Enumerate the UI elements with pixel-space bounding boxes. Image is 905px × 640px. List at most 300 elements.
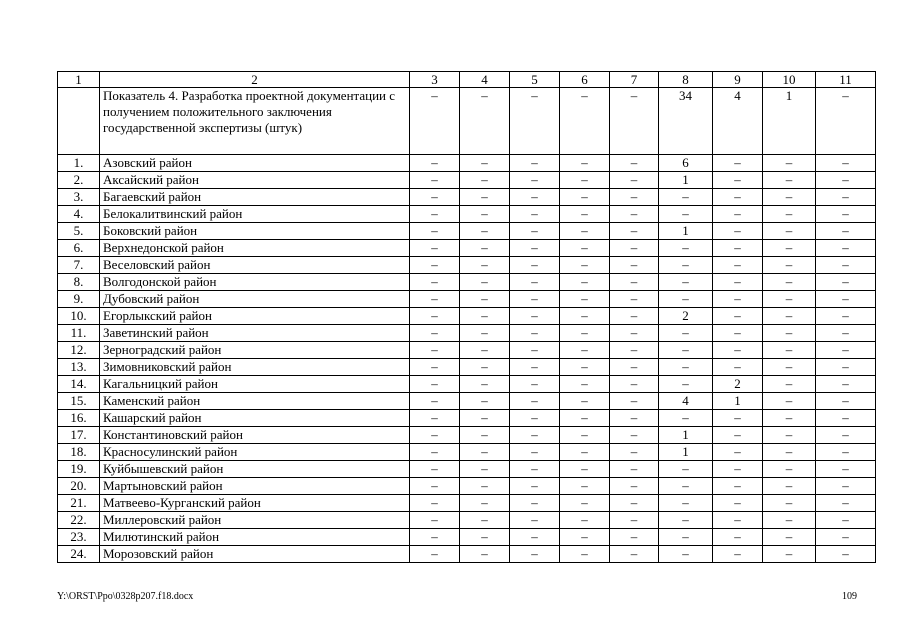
- value-cell: –: [460, 274, 510, 291]
- value-cell: –: [460, 342, 510, 359]
- value-cell: 1: [659, 172, 713, 189]
- value-cell: –: [410, 359, 460, 376]
- value-cell: –: [510, 461, 560, 478]
- value-cell: –: [510, 495, 560, 512]
- table-row: [58, 427, 876, 444]
- value-cell: –: [410, 308, 460, 325]
- value-cell: –: [659, 529, 713, 546]
- column-header: 2: [100, 72, 410, 88]
- value-cell: –: [610, 410, 659, 427]
- value-cell: 1: [763, 88, 816, 155]
- value-cell: –: [816, 546, 876, 563]
- row-number: 13.: [58, 359, 100, 376]
- district-name: Морозовский район: [100, 546, 410, 563]
- column-header: 7: [610, 72, 659, 88]
- value-cell: –: [713, 342, 763, 359]
- table-row: [58, 410, 876, 427]
- value-cell: –: [560, 342, 610, 359]
- value-cell: –: [460, 189, 510, 206]
- value-cell: –: [510, 478, 560, 495]
- value-cell: –: [763, 223, 816, 240]
- column-header: 8: [659, 72, 713, 88]
- value-cell: –: [713, 274, 763, 291]
- value-cell: –: [659, 461, 713, 478]
- value-cell: –: [763, 291, 816, 308]
- value-cell: –: [410, 189, 460, 206]
- value-cell: –: [816, 240, 876, 257]
- table-row: [58, 461, 876, 478]
- value-cell: –: [410, 427, 460, 444]
- value-cell: –: [816, 512, 876, 529]
- value-cell: –: [510, 172, 560, 189]
- header-row: [58, 72, 876, 88]
- value-cell: –: [510, 427, 560, 444]
- value-cell: –: [610, 444, 659, 461]
- value-cell: –: [610, 461, 659, 478]
- value-cell: –: [713, 478, 763, 495]
- value-cell: –: [410, 410, 460, 427]
- value-cell: –: [560, 427, 610, 444]
- value-cell: –: [816, 410, 876, 427]
- value-cell: –: [610, 172, 659, 189]
- row-number: 24.: [58, 546, 100, 563]
- value-cell: –: [510, 257, 560, 274]
- column-header: 9: [713, 72, 763, 88]
- value-cell: –: [816, 172, 876, 189]
- table-row: [58, 393, 876, 410]
- value-cell: –: [460, 427, 510, 444]
- value-cell: –: [510, 206, 560, 223]
- value-cell: –: [713, 240, 763, 257]
- table-row: [58, 240, 876, 257]
- value-cell: –: [460, 478, 510, 495]
- value-cell: –: [410, 512, 460, 529]
- value-cell: –: [763, 410, 816, 427]
- value-cell: –: [560, 155, 610, 172]
- value-cell: –: [713, 257, 763, 274]
- district-name: Багаевский район: [100, 189, 410, 206]
- row-number: 5.: [58, 223, 100, 240]
- value-cell: –: [460, 206, 510, 223]
- value-cell: –: [713, 325, 763, 342]
- value-cell: –: [560, 223, 610, 240]
- value-cell: –: [560, 546, 610, 563]
- value-cell: –: [713, 495, 763, 512]
- value-cell: –: [510, 342, 560, 359]
- indicator-label: Показатель 4. Разработка проектной документации с получением положительного заключения государственной экспертизы (штук): [100, 88, 410, 155]
- value-cell: –: [610, 478, 659, 495]
- value-cell: –: [713, 155, 763, 172]
- district-name: Заветинский район: [100, 325, 410, 342]
- indicator-table: [57, 71, 876, 563]
- value-cell: –: [763, 427, 816, 444]
- row-number: 18.: [58, 444, 100, 461]
- value-cell: –: [560, 444, 610, 461]
- value-cell: 1: [713, 393, 763, 410]
- column-header: 4: [460, 72, 510, 88]
- district-name: Верхнедонской район: [100, 240, 410, 257]
- value-cell: –: [816, 376, 876, 393]
- district-name: Каменский район: [100, 393, 410, 410]
- value-cell: –: [610, 512, 659, 529]
- value-cell: –: [763, 359, 816, 376]
- value-cell: –: [560, 512, 610, 529]
- value-cell: –: [816, 325, 876, 342]
- value-cell: –: [610, 206, 659, 223]
- table-row: [58, 274, 876, 291]
- value-cell: –: [460, 495, 510, 512]
- value-cell: –: [610, 257, 659, 274]
- value-cell: –: [713, 359, 763, 376]
- footer-file-path: Y:\ORST\Ppo\0328p207.f18.docx: [57, 591, 194, 602]
- value-cell: –: [410, 274, 460, 291]
- value-cell: –: [560, 308, 610, 325]
- value-cell: –: [763, 257, 816, 274]
- value-cell: –: [816, 206, 876, 223]
- value-cell: –: [763, 461, 816, 478]
- value-cell: –: [713, 512, 763, 529]
- value-cell: –: [560, 478, 610, 495]
- value-cell: –: [610, 189, 659, 206]
- value-cell: –: [713, 427, 763, 444]
- district-name: Зерноградский район: [100, 342, 410, 359]
- value-cell: 1: [659, 427, 713, 444]
- value-cell: –: [713, 308, 763, 325]
- value-cell: –: [410, 495, 460, 512]
- table-row: [58, 478, 876, 495]
- value-cell: –: [610, 529, 659, 546]
- value-cell: –: [510, 410, 560, 427]
- table-row: [58, 495, 876, 512]
- value-cell: –: [410, 461, 460, 478]
- value-cell: –: [410, 155, 460, 172]
- value-cell: –: [510, 529, 560, 546]
- value-cell: –: [460, 88, 510, 155]
- value-cell: –: [816, 342, 876, 359]
- value-cell: –: [410, 325, 460, 342]
- value-cell: –: [713, 206, 763, 223]
- table-row: [58, 359, 876, 376]
- value-cell: –: [560, 359, 610, 376]
- row-number: 12.: [58, 342, 100, 359]
- value-cell: –: [763, 495, 816, 512]
- value-cell: –: [610, 88, 659, 155]
- table-row: [58, 308, 876, 325]
- value-cell: –: [560, 291, 610, 308]
- district-name: Матвеево-Курганский район: [100, 495, 410, 512]
- row-number: 23.: [58, 529, 100, 546]
- value-cell: –: [816, 274, 876, 291]
- value-cell: –: [510, 393, 560, 410]
- value-cell: –: [510, 88, 560, 155]
- table-row: [58, 257, 876, 274]
- value-cell: –: [460, 291, 510, 308]
- value-cell: –: [610, 427, 659, 444]
- value-cell: –: [816, 291, 876, 308]
- row-number: 8.: [58, 274, 100, 291]
- value-cell: –: [460, 529, 510, 546]
- value-cell: –: [510, 223, 560, 240]
- value-cell: –: [410, 444, 460, 461]
- value-cell: –: [460, 410, 510, 427]
- value-cell: –: [763, 155, 816, 172]
- value-cell: –: [460, 308, 510, 325]
- value-cell: –: [816, 88, 876, 155]
- value-cell: –: [560, 206, 610, 223]
- table-row: [58, 155, 876, 172]
- value-cell: –: [763, 393, 816, 410]
- value-cell: 1: [659, 223, 713, 240]
- column-header: 3: [410, 72, 460, 88]
- table-row: [58, 444, 876, 461]
- value-cell: –: [659, 325, 713, 342]
- value-cell: –: [510, 189, 560, 206]
- row-number: 3.: [58, 189, 100, 206]
- value-cell: –: [460, 512, 510, 529]
- value-cell: –: [460, 223, 510, 240]
- value-cell: –: [560, 189, 610, 206]
- value-cell: –: [460, 546, 510, 563]
- value-cell: –: [610, 223, 659, 240]
- value-cell: –: [816, 257, 876, 274]
- value-cell: –: [560, 257, 610, 274]
- value-cell: –: [713, 172, 763, 189]
- value-cell: –: [610, 308, 659, 325]
- value-cell: –: [816, 478, 876, 495]
- value-cell: –: [560, 376, 610, 393]
- value-cell: –: [659, 512, 713, 529]
- value-cell: –: [510, 274, 560, 291]
- table-row: [58, 291, 876, 308]
- table-row: [58, 376, 876, 393]
- value-cell: –: [659, 274, 713, 291]
- value-cell: –: [763, 240, 816, 257]
- value-cell: –: [816, 155, 876, 172]
- district-name: Милютинский район: [100, 529, 410, 546]
- value-cell: –: [460, 257, 510, 274]
- row-number: 2.: [58, 172, 100, 189]
- district-name: Веселовский район: [100, 257, 410, 274]
- value-cell: –: [659, 495, 713, 512]
- value-cell: –: [410, 342, 460, 359]
- value-cell: 34: [659, 88, 713, 155]
- value-cell: –: [713, 410, 763, 427]
- value-cell: 6: [659, 155, 713, 172]
- value-cell: –: [460, 325, 510, 342]
- table-row: [58, 325, 876, 342]
- row-number: 19.: [58, 461, 100, 478]
- column-header: 11: [816, 72, 876, 88]
- value-cell: –: [560, 172, 610, 189]
- value-cell: –: [816, 427, 876, 444]
- value-cell: –: [659, 206, 713, 223]
- table-row: [58, 512, 876, 529]
- row-number: 14.: [58, 376, 100, 393]
- value-cell: –: [610, 495, 659, 512]
- value-cell: –: [763, 376, 816, 393]
- value-cell: –: [460, 393, 510, 410]
- value-cell: –: [763, 546, 816, 563]
- district-name: Миллеровский район: [100, 512, 410, 529]
- value-cell: 2: [659, 308, 713, 325]
- value-cell: –: [510, 291, 560, 308]
- value-cell: –: [410, 478, 460, 495]
- value-cell: –: [713, 461, 763, 478]
- value-cell: –: [410, 240, 460, 257]
- value-cell: –: [816, 529, 876, 546]
- value-cell: –: [659, 240, 713, 257]
- value-cell: –: [659, 359, 713, 376]
- table-row: [58, 206, 876, 223]
- value-cell: –: [560, 325, 610, 342]
- value-cell: –: [816, 189, 876, 206]
- row-number: [58, 88, 100, 155]
- district-name: Мартыновский район: [100, 478, 410, 495]
- column-header: 1: [58, 72, 100, 88]
- value-cell: –: [610, 325, 659, 342]
- value-cell: –: [510, 546, 560, 563]
- value-cell: –: [560, 410, 610, 427]
- value-cell: –: [510, 325, 560, 342]
- value-cell: –: [763, 325, 816, 342]
- row-number: 11.: [58, 325, 100, 342]
- value-cell: 4: [659, 393, 713, 410]
- value-cell: –: [763, 189, 816, 206]
- district-name: Боковский район: [100, 223, 410, 240]
- row-number: 1.: [58, 155, 100, 172]
- value-cell: –: [610, 359, 659, 376]
- table-row: [58, 189, 876, 206]
- value-cell: –: [713, 444, 763, 461]
- value-cell: –: [763, 206, 816, 223]
- value-cell: –: [510, 308, 560, 325]
- value-cell: –: [460, 172, 510, 189]
- district-name: Кагальницкий район: [100, 376, 410, 393]
- value-cell: –: [763, 342, 816, 359]
- value-cell: –: [816, 461, 876, 478]
- value-cell: –: [659, 376, 713, 393]
- value-cell: –: [410, 88, 460, 155]
- row-number: 9.: [58, 291, 100, 308]
- value-cell: –: [816, 223, 876, 240]
- value-cell: –: [659, 189, 713, 206]
- value-cell: –: [410, 529, 460, 546]
- value-cell: –: [560, 88, 610, 155]
- value-cell: –: [659, 478, 713, 495]
- value-cell: –: [816, 444, 876, 461]
- value-cell: –: [610, 240, 659, 257]
- district-name: Константиновский район: [100, 427, 410, 444]
- value-cell: –: [659, 257, 713, 274]
- value-cell: –: [763, 308, 816, 325]
- row-number: 21.: [58, 495, 100, 512]
- value-cell: –: [560, 240, 610, 257]
- value-cell: –: [610, 393, 659, 410]
- row-number: 15.: [58, 393, 100, 410]
- value-cell: –: [410, 546, 460, 563]
- value-cell: –: [659, 410, 713, 427]
- value-cell: –: [460, 444, 510, 461]
- district-name: Волгодонской район: [100, 274, 410, 291]
- value-cell: 2: [713, 376, 763, 393]
- value-cell: –: [610, 274, 659, 291]
- district-name: Азовский район: [100, 155, 410, 172]
- value-cell: –: [560, 393, 610, 410]
- table-row: [58, 172, 876, 189]
- district-name: Аксайский район: [100, 172, 410, 189]
- district-name: Белокалитвинский район: [100, 206, 410, 223]
- value-cell: –: [410, 291, 460, 308]
- row-number: 16.: [58, 410, 100, 427]
- column-header: 10: [763, 72, 816, 88]
- value-cell: –: [610, 342, 659, 359]
- value-cell: –: [713, 189, 763, 206]
- value-cell: –: [610, 376, 659, 393]
- row-number: 4.: [58, 206, 100, 223]
- value-cell: –: [510, 444, 560, 461]
- value-cell: –: [610, 155, 659, 172]
- value-cell: –: [763, 512, 816, 529]
- footer-page-number: 109: [842, 591, 857, 602]
- value-cell: –: [659, 291, 713, 308]
- value-cell: –: [560, 529, 610, 546]
- district-name: Кашарский район: [100, 410, 410, 427]
- value-cell: 1: [659, 444, 713, 461]
- value-cell: –: [816, 393, 876, 410]
- value-cell: –: [816, 495, 876, 512]
- row-number: 6.: [58, 240, 100, 257]
- district-name: Егорлыкский район: [100, 308, 410, 325]
- value-cell: –: [659, 342, 713, 359]
- value-cell: –: [410, 376, 460, 393]
- value-cell: –: [763, 478, 816, 495]
- value-cell: –: [460, 155, 510, 172]
- value-cell: –: [763, 172, 816, 189]
- value-cell: –: [763, 444, 816, 461]
- value-cell: –: [460, 240, 510, 257]
- row-number: 22.: [58, 512, 100, 529]
- value-cell: –: [713, 291, 763, 308]
- value-cell: –: [510, 155, 560, 172]
- value-cell: –: [713, 223, 763, 240]
- value-cell: –: [460, 376, 510, 393]
- value-cell: –: [610, 291, 659, 308]
- column-header: 5: [510, 72, 560, 88]
- value-cell: –: [410, 206, 460, 223]
- table-row: [58, 223, 876, 240]
- district-name: Красносулинский район: [100, 444, 410, 461]
- value-cell: –: [560, 274, 610, 291]
- value-cell: –: [763, 529, 816, 546]
- table-row: [58, 529, 876, 546]
- value-cell: –: [510, 512, 560, 529]
- value-cell: –: [816, 308, 876, 325]
- value-cell: –: [763, 274, 816, 291]
- value-cell: –: [560, 461, 610, 478]
- value-cell: –: [410, 172, 460, 189]
- value-cell: –: [610, 546, 659, 563]
- value-cell: 4: [713, 88, 763, 155]
- indicator-row: [58, 88, 876, 155]
- value-cell: –: [510, 359, 560, 376]
- district-name: Зимовниковский район: [100, 359, 410, 376]
- column-header: 6: [560, 72, 610, 88]
- value-cell: –: [460, 461, 510, 478]
- value-cell: –: [510, 240, 560, 257]
- district-name: Куйбышевский район: [100, 461, 410, 478]
- value-cell: –: [713, 546, 763, 563]
- value-cell: –: [659, 546, 713, 563]
